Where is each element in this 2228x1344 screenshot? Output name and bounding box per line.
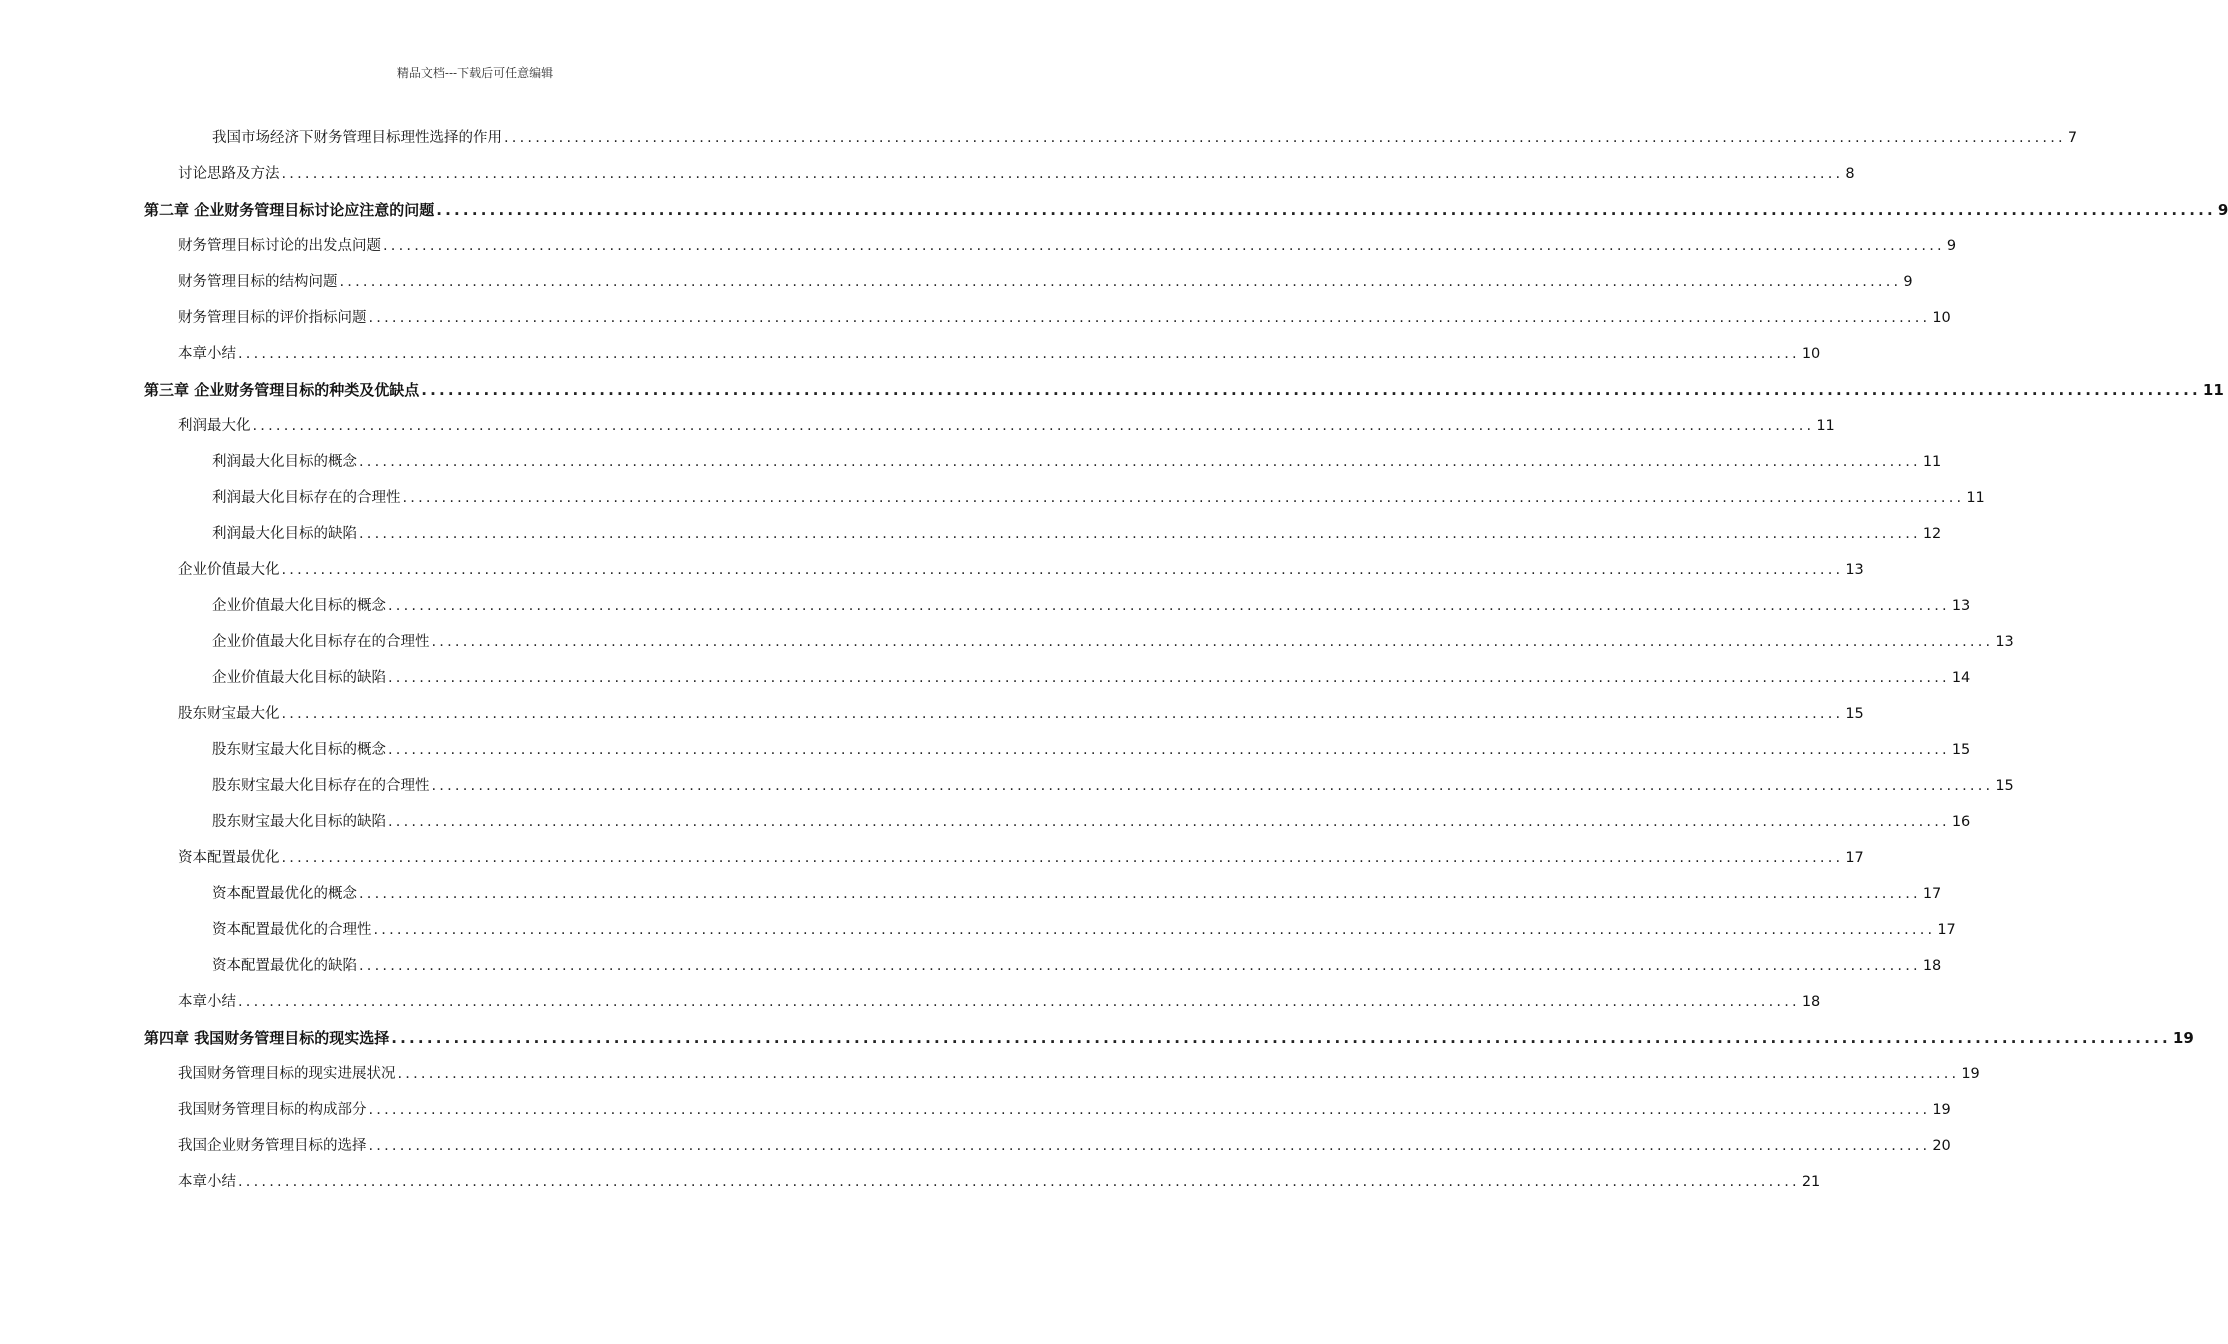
toc-leader-dots: ........................................................................................................................................................................................................ bbox=[252, 418, 1815, 434]
toc-page-number: 13 bbox=[1951, 598, 1971, 614]
toc-entry-title: 企业价值最大化目标存在的合理性 bbox=[212, 634, 430, 650]
toc-entry[interactable] bbox=[0, 912, 1956, 948]
toc-entry[interactable] bbox=[0, 264, 1913, 300]
toc-entry[interactable] bbox=[0, 192, 2228, 228]
toc-leader-dots: ........................................................................................................................................................................................................ bbox=[238, 994, 1800, 1010]
toc-entry-title: 企业价值最大化目标的缺陷 bbox=[212, 670, 386, 686]
toc-entry[interactable] bbox=[0, 300, 1951, 336]
toc-leader-dots: ........................................................................................................................................................................................................ bbox=[436, 201, 2216, 219]
toc-entry-title: 本章小结 bbox=[178, 994, 236, 1010]
toc-page-number: 20 bbox=[1932, 1138, 1951, 1154]
toc-entry[interactable] bbox=[0, 876, 1942, 912]
toc-leader-dots: ........................................................................................................................................................................................................ bbox=[388, 742, 1950, 758]
toc-entry-title: 企业价值最大化 bbox=[178, 562, 280, 578]
toc-entry[interactable] bbox=[0, 1164, 1821, 1200]
toc-entry-title: 利润最大化目标的缺陷 bbox=[212, 526, 357, 542]
toc-entry[interactable] bbox=[0, 120, 2078, 156]
toc-leader-dots: ........................................................................................................................................................................................................ bbox=[281, 562, 1844, 578]
toc-entry-title: 本章小结 bbox=[178, 1174, 236, 1190]
toc-entry[interactable] bbox=[0, 1092, 1951, 1128]
toc-entry[interactable] bbox=[0, 1020, 2194, 1056]
toc-entry-title: 股东财宝最大化目标的缺陷 bbox=[212, 814, 386, 830]
toc-page-number: 9 bbox=[2217, 201, 2228, 219]
toc-page-number: 19 bbox=[2172, 1029, 2194, 1047]
toc-entry-title: 利润最大化目标存在的合理性 bbox=[212, 490, 401, 506]
toc-entry-title: 资本配置最优化的概念 bbox=[212, 886, 357, 902]
toc-entry[interactable] bbox=[0, 804, 1971, 840]
toc-leader-dots: ........................................................................................................................................................................................................ bbox=[281, 166, 1844, 182]
toc-leader-dots: ........................................................................................................................................................................................................ bbox=[431, 634, 1994, 650]
toc-leader-dots: ........................................................................................................................................................................................................ bbox=[238, 1174, 1800, 1190]
toc-entry[interactable] bbox=[0, 624, 2014, 660]
toc-entry[interactable] bbox=[0, 984, 1821, 1020]
toc-page-number: 15 bbox=[1951, 742, 1971, 758]
toc-entry[interactable] bbox=[0, 948, 1942, 984]
toc-page-number: 13 bbox=[1845, 562, 1864, 578]
toc-entry-title: 企业价值最大化目标的概念 bbox=[212, 598, 386, 614]
toc-entry[interactable] bbox=[0, 1128, 1951, 1164]
toc-entry-title: 我国财务管理目标的构成部分 bbox=[178, 1102, 367, 1118]
toc-leader-dots: ........................................................................................................................................................................................................ bbox=[388, 670, 1950, 686]
toc-entry-title: 本章小结 bbox=[178, 346, 236, 362]
toc-page-number: 12 bbox=[1922, 526, 1942, 542]
toc-entry[interactable] bbox=[0, 480, 1985, 516]
toc-page-number: 19 bbox=[1961, 1066, 1980, 1082]
toc-page-number: 17 bbox=[1922, 886, 1942, 902]
toc-entry-title: 我国财务管理目标的现实进展状况 bbox=[178, 1066, 396, 1082]
toc-entry-title: 第三章 企业财务管理目标的种类及优缺点 bbox=[144, 381, 420, 399]
toc-page-number: 11 bbox=[1816, 418, 1835, 434]
toc-entry-title: 股东财宝最大化 bbox=[178, 706, 280, 722]
toc-page-number: 10 bbox=[1801, 346, 1821, 362]
toc-entry-title: 财务管理目标的评价指标问题 bbox=[178, 310, 367, 326]
toc-page-number: 11 bbox=[2202, 381, 2224, 399]
toc-page-number: 8 bbox=[1845, 166, 1855, 182]
toc-page-number: 10 bbox=[1932, 310, 1951, 326]
toc-leader-dots: ........................................................................................................................................................................................................ bbox=[402, 490, 1965, 506]
toc-leader-dots: ........................................................................................................................................................................................................ bbox=[368, 1138, 1931, 1154]
toc-entry[interactable] bbox=[0, 840, 1864, 876]
toc-page-number: 7 bbox=[2067, 130, 2078, 146]
page-header: 精品文档---下载后可任意编辑 bbox=[396, 66, 554, 80]
toc-entry-title: 财务管理目标的结构问题 bbox=[178, 274, 338, 290]
toc-entry[interactable] bbox=[0, 444, 1942, 480]
toc-page-number: 21 bbox=[1801, 1174, 1821, 1190]
toc-entry-title: 第四章 我国财务管理目标的现实选择 bbox=[144, 1029, 390, 1047]
toc-entry-title: 我国企业财务管理目标的选择 bbox=[178, 1138, 367, 1154]
toc-entry[interactable] bbox=[0, 588, 1971, 624]
toc-entry-title: 我国市场经济下财务管理目标理性选择的作用 bbox=[212, 130, 502, 146]
toc-entry[interactable] bbox=[0, 516, 1942, 552]
toc-leader-dots: ........................................................................................................................................................................................................ bbox=[339, 274, 1902, 290]
toc-entry[interactable] bbox=[0, 660, 1971, 696]
toc-entry-title: 利润最大化目标的概念 bbox=[212, 454, 357, 470]
toc-page-number: 11 bbox=[1966, 490, 1985, 506]
toc-page-number: 13 bbox=[1995, 634, 2014, 650]
table-of-contents bbox=[0, 120, 2228, 1200]
toc-entry[interactable] bbox=[0, 1056, 1980, 1092]
toc-leader-dots: ........................................................................................................................................................................................................ bbox=[388, 814, 1950, 830]
toc-leader-dots: ........................................................................................................................................................................................................ bbox=[373, 922, 1936, 938]
toc-entry[interactable] bbox=[0, 696, 1864, 732]
toc-entry[interactable] bbox=[0, 372, 2224, 408]
toc-leader-dots: ........................................................................................................................................................................................................ bbox=[281, 850, 1844, 866]
toc-entry[interactable] bbox=[0, 408, 1835, 444]
toc-leader-dots: ........................................................................................................................................................................................................ bbox=[281, 706, 1844, 722]
toc-leader-dots: ........................................................................................................................................................................................................ bbox=[431, 778, 1994, 794]
toc-leader-dots: ........................................................................................................................................................................................................ bbox=[421, 381, 2201, 399]
toc-entry-title: 股东财宝最大化目标的概念 bbox=[212, 742, 386, 758]
toc-leader-dots: ........................................................................................................................................................................................................ bbox=[391, 1029, 2171, 1047]
toc-entry-title: 股东财宝最大化目标存在的合理性 bbox=[212, 778, 430, 794]
toc-page-number: 16 bbox=[1951, 814, 1971, 830]
toc-entry-title: 利润最大化 bbox=[178, 418, 251, 434]
toc-entry[interactable] bbox=[0, 768, 2014, 804]
toc-entry[interactable] bbox=[0, 228, 1957, 264]
toc-entry[interactable] bbox=[0, 156, 1855, 192]
toc-entry-title: 资本配置最优化 bbox=[178, 850, 280, 866]
toc-leader-dots: ........................................................................................................................................................................................................ bbox=[368, 310, 1931, 326]
toc-page-number: 18 bbox=[1801, 994, 1821, 1010]
toc-leader-dots: ........................................................................................................................................................................................................ bbox=[359, 526, 1921, 542]
toc-entry-title: 资本配置最优化的合理性 bbox=[212, 922, 372, 938]
toc-page-number: 9 bbox=[1946, 238, 1957, 254]
toc-entry-title: 讨论思路及方法 bbox=[178, 166, 280, 182]
toc-entry[interactable] bbox=[0, 336, 1821, 372]
toc-entry-title: 财务管理目标讨论的出发点问题 bbox=[178, 238, 381, 254]
toc-page-number: 14 bbox=[1951, 670, 1971, 686]
toc-entry[interactable] bbox=[0, 732, 1971, 768]
toc-entry-title: 资本配置最优化的缺陷 bbox=[212, 958, 357, 974]
toc-leader-dots: ........................................................................................................................................................................................................ bbox=[368, 1102, 1931, 1118]
toc-entry[interactable] bbox=[0, 552, 1864, 588]
toc-page-number: 17 bbox=[1937, 922, 1956, 938]
toc-leader-dots: ........................................................................................................................................................................................................ bbox=[388, 598, 1950, 614]
toc-leader-dots: ........................................................................................................................................................................................................ bbox=[383, 238, 1945, 254]
toc-leader-dots: ........................................................................................................................................................................................................ bbox=[359, 454, 1921, 470]
toc-leader-dots: ........................................................................................................................................................................................................ bbox=[359, 886, 1921, 902]
toc-leader-dots: ........................................................................................................................................................................................................ bbox=[397, 1066, 1960, 1082]
toc-page-number: 11 bbox=[1922, 454, 1942, 470]
toc-page-number: 19 bbox=[1932, 1102, 1951, 1118]
toc-leader-dots: ........................................................................................................................................................................................................ bbox=[504, 130, 2066, 146]
toc-page-number: 9 bbox=[1903, 274, 1913, 290]
toc-page-number: 15 bbox=[1845, 706, 1864, 722]
toc-leader-dots: ........................................................................................................................................................................................................ bbox=[238, 346, 1800, 362]
toc-page-number: 15 bbox=[1995, 778, 2014, 794]
toc-leader-dots: ........................................................................................................................................................................................................ bbox=[359, 958, 1921, 974]
toc-entry-title: 第二章 企业财务管理目标讨论应注意的问题 bbox=[144, 201, 435, 219]
toc-page-number: 18 bbox=[1922, 958, 1942, 974]
toc-page-number: 17 bbox=[1845, 850, 1864, 866]
